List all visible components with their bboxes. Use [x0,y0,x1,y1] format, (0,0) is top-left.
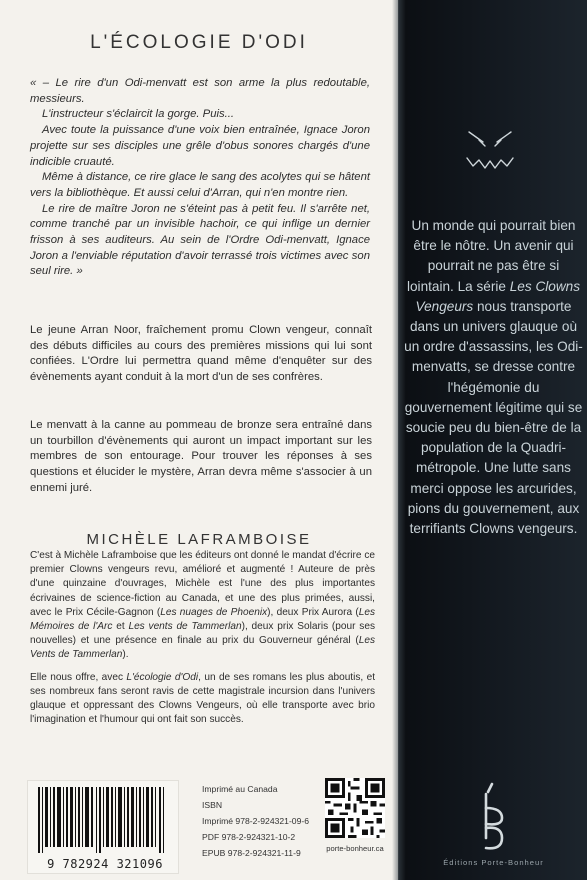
quote-paragraph: L'instructeur s'éclaircit la gorge. Puis... [42,108,235,121]
author-bio [30,549,375,727]
quote-paragraph: Même à distance, ce rire glace le sang des acolytes qui se hâtent vers la bibliothèque. Et aussi celui d'Arran, qui n'en montre rien. [30,171,370,199]
excerpt-quote [30,76,370,280]
summary-paragraph-1 [30,323,372,386]
series-blurb: Un monde qui pourrait bien être le nôtre. Un avenir qui pourrait ne pas être si lointain. La série Les Clowns Vengeurs nous transporte dans un univers glauque où un ordre d'assassins, les Odi-menvatts, se dresse contre l'hégémonie du gouvernement légitime qui se soucie peu du bien-être de la population de la Quadri-métropole. Une lutte sans merci oppose les arcurides, pions du gouvernement, aux terrifiants Clowns vengeurs. [404,218,583,537]
bio-paragraph-2: Elle nous offre, avec L'écologie d'Odi, un de ses romans les plus aboutis, et ses nombreux fans seront ravis de cette magistrale incursion dans l'univers glauque et oppressant des Clowns Vengeurs, où elle transporte avec brio l'imagination et l'humour qui ont fait son succès. [30,671,376,726]
summary-paragraph-2 [30,418,372,497]
qr-code-icon[interactable] [325,778,385,838]
publisher-logo-icon [462,780,522,860]
printed-in: Imprimé au Canada [202,784,278,794]
summary-text: Le jeune Arran Noor, fraîchement promu Clown vengeur, connaît des débuts difficiles au cours des premières missions qui lui sont confiées. L'Ordre lui permettra quand même d'enquêter sur des évènements ayant conduit à la mort d'un de ses confrères. [30,324,372,384]
summary-text: Le menvatt à la canne au pommeau de bronze sera entraîné dans un tourbillon d'évènements qui auront un impact important sur les membres de son entourage. Pour trouver les réponses à ses questions et élucider le mystère, Arran devra même s'associer à un ennemi juré. [30,419,372,494]
publisher-name: Éditions Porte-Bonheur [443,858,544,867]
quote-paragraph: Le rire de maître Joron ne s'éteint pas à petit feu. Il s'arrête net, comme tranché par un invisible hachoir, ce qui inflige un dernier frisson à ses auditeurs. Au sein de l'Ordre Odi-menvatt, Ignace Joron a l'enviable réputation d'avoir terrassé trois victimes avec son seul rire. » [30,202,370,278]
quote-paragraph: Avec toute la puissance d'une voix bien entraînée, Ignace Joron projette sur ses disciples une grêle d'obus sonores chargés d'une indicible cruauté. [30,124,370,168]
publisher-website-link[interactable]: porte-bonheur.ca [326,844,384,853]
isbn-print: Imprimé 978-2-924321-09-6 [202,816,310,826]
isbn-label: ISBN [202,800,223,810]
book-title: L'ÉCOLOGIE D'ODI [90,32,308,53]
isbn-pdf: PDF 978-2-924321-10-2 [202,832,296,842]
bio-paragraph-1: C'est à Michèle Laframboise que les éditeurs ont donné le mandat d'écrire ce premier Clowns vengeurs revu, amélioré et augmenté ! Auteure de près d'une quinzaine d'ouvrages, Michèle est l'une des plus importantes écrivaines de science-fiction au Canada, et une des plus primées, aussi, avec le Prix Cécile-Gagnon (Les nuages de Phoenix), deux Prix Aurora (Les Mémoires de l'Arc et Les vents de Tammerlan), deux prix Solaris (pour ses nouvelles) et une présence en finale au prix du Gouverneur général (Les Vents de Tammerlan). [30,550,375,661]
isbn-epub: EPUB 978-2-924321-11-9 [202,848,301,858]
imprint-info [202,781,312,861]
barcode-bars-icon [38,787,168,853]
isbn-barcode [27,780,179,874]
barcode-number: 9 782924 321096 [47,857,163,871]
quote-paragraph: « – Le rire d'un Odi-menvatt est son arme la plus redoutable, messieurs. [30,77,370,105]
author-heading: MICHÈLE LAFRAMBOISE [86,531,312,548]
clown-emblem-icon [455,118,525,180]
